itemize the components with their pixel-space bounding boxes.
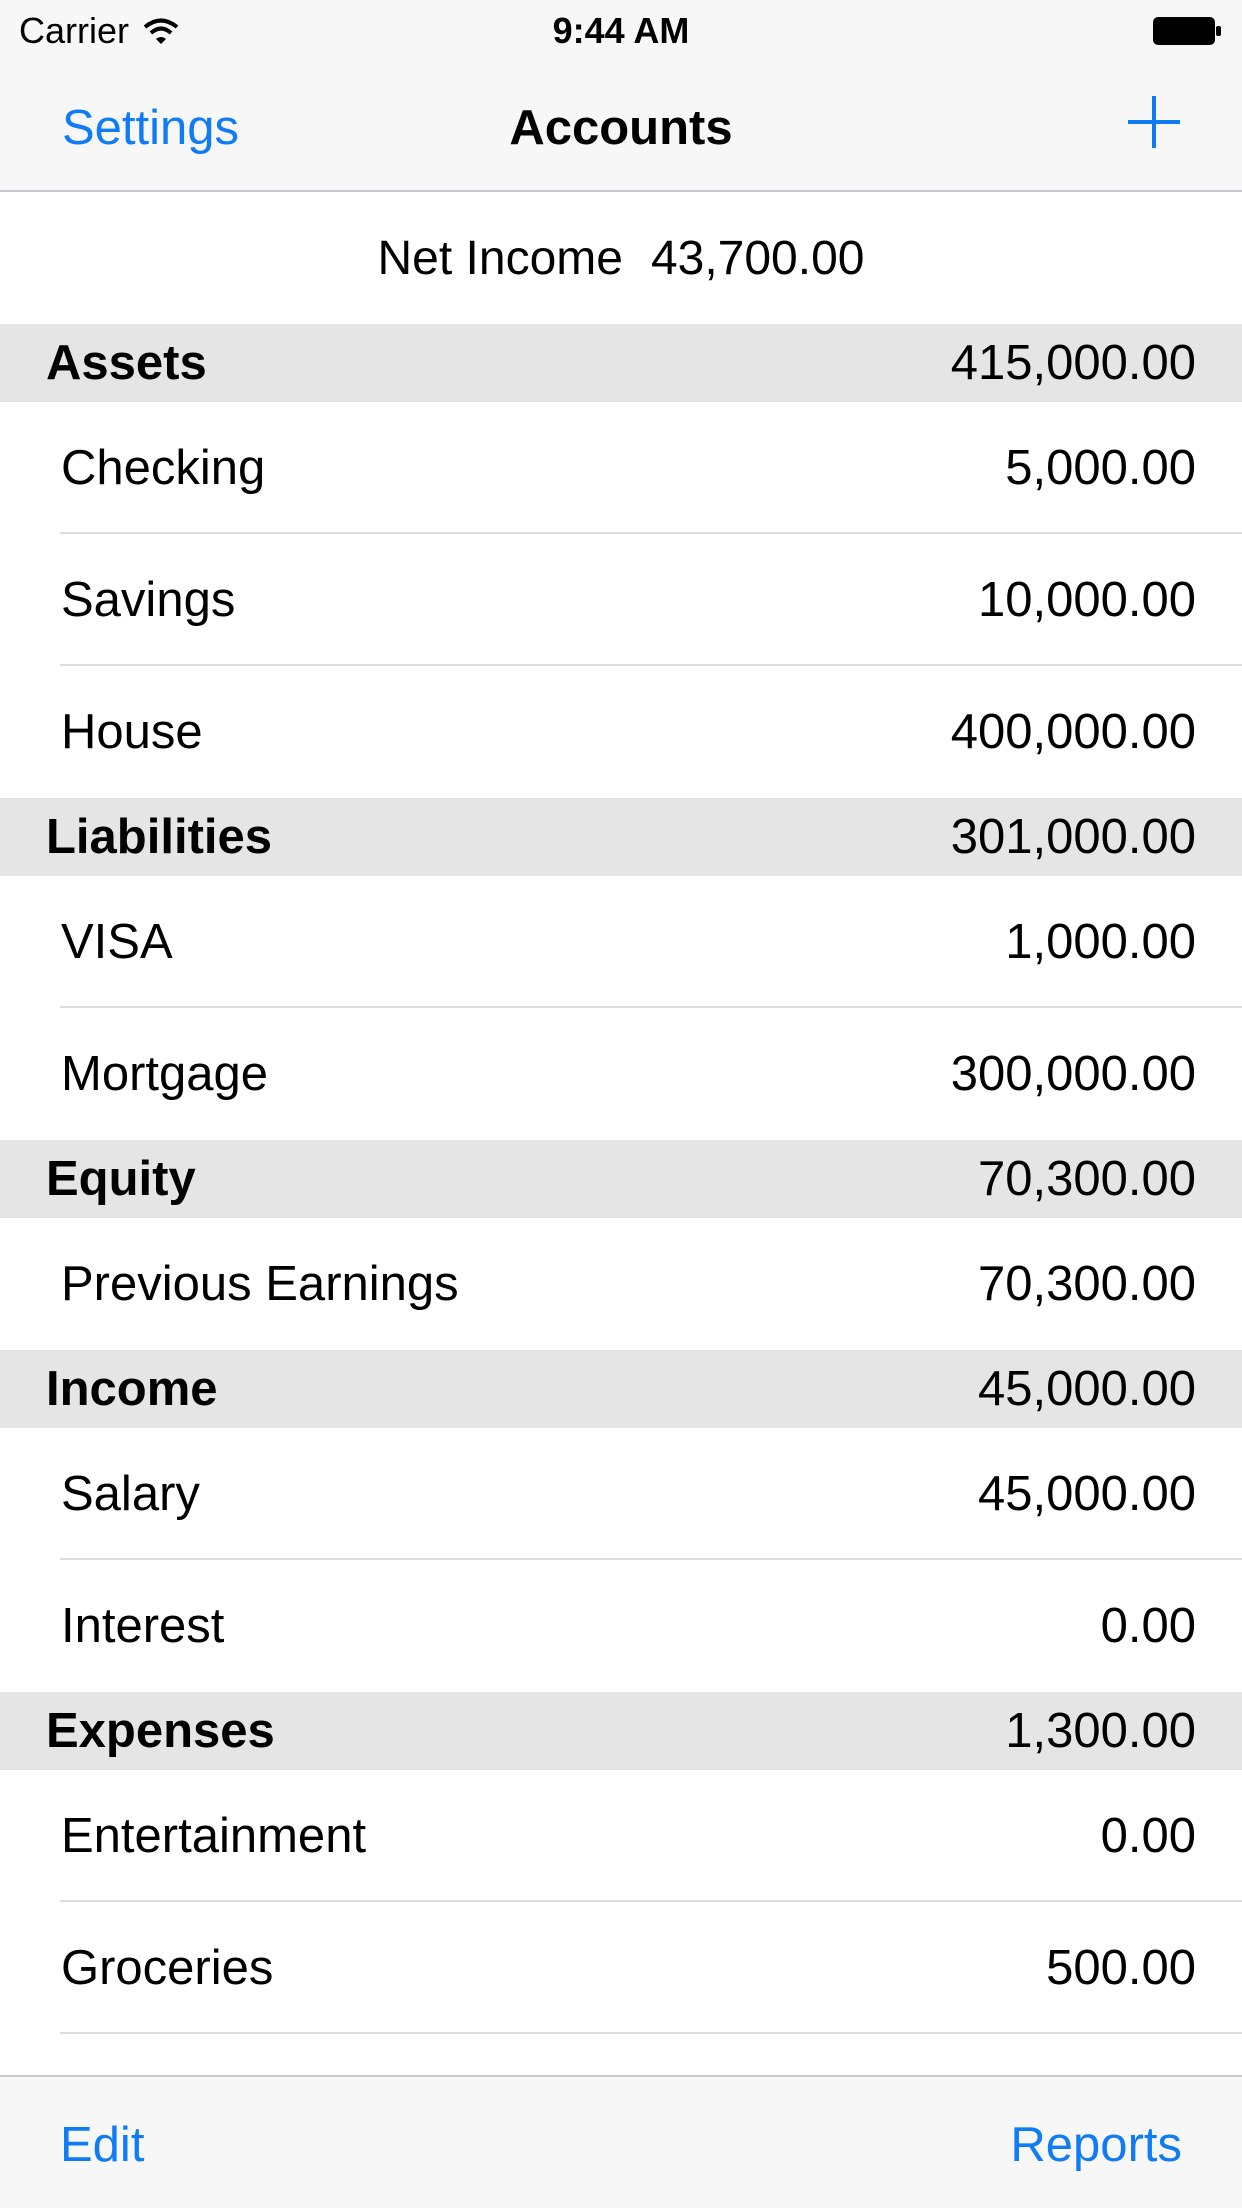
account-balance: 500.00 xyxy=(1046,1941,1196,1995)
account-name: Groceries xyxy=(61,1941,274,1995)
section-header-income xyxy=(0,1350,1242,1428)
account-balance: 70,300.00 xyxy=(978,1257,1196,1311)
account-row[interactable] xyxy=(0,1902,1242,2034)
account-row[interactable] xyxy=(0,1428,1242,1560)
account-row[interactable] xyxy=(0,1560,1242,1692)
account-row[interactable] xyxy=(0,1770,1242,1902)
section-total: 415,000.00 xyxy=(950,336,1196,390)
account-name: House xyxy=(61,705,203,759)
account-balance: 5,000.00 xyxy=(1005,441,1196,495)
account-row[interactable] xyxy=(0,534,1242,666)
reports-button[interactable]: Reports xyxy=(1010,2118,1182,2172)
section-name: Income xyxy=(46,1362,218,1416)
account-name: VISA xyxy=(61,915,173,969)
accounts-list[interactable] xyxy=(0,324,1242,2034)
account-name: Entertainment xyxy=(61,1809,367,1863)
section-header-liabilities xyxy=(0,798,1242,876)
section-total: 70,300.00 xyxy=(978,1152,1196,1206)
account-row[interactable] xyxy=(0,402,1242,534)
section-total: 45,000.00 xyxy=(978,1362,1196,1416)
status-time: 9:44 AM xyxy=(552,10,690,51)
account-balance: 45,000.00 xyxy=(978,1467,1196,1521)
plus-icon[interactable] xyxy=(1126,94,1182,150)
account-balance: 400,000.00 xyxy=(950,705,1196,759)
net-income-value: 43,700.00 xyxy=(650,231,865,285)
battery-icon xyxy=(1152,16,1222,46)
account-name: Savings xyxy=(61,573,236,627)
navigation-bar xyxy=(0,60,1242,192)
section-header-expenses xyxy=(0,1692,1242,1770)
account-balance: 0.00 xyxy=(1100,1599,1196,1653)
status-bar xyxy=(0,0,1242,60)
account-row[interactable] xyxy=(0,666,1242,798)
net-income-summary xyxy=(0,192,1242,324)
account-name: Interest xyxy=(61,1599,225,1653)
section-header-equity xyxy=(0,1140,1242,1218)
account-name: Mortgage xyxy=(61,1047,269,1101)
settings-button[interactable]: Settings xyxy=(62,101,240,155)
section-header-assets xyxy=(0,324,1242,402)
section-total: 301,000.00 xyxy=(950,810,1196,864)
section-total: 1,300.00 xyxy=(1005,1704,1196,1758)
account-balance: 300,000.00 xyxy=(950,1047,1196,1101)
carrier-label: Carrier xyxy=(19,10,130,51)
account-row[interactable] xyxy=(0,876,1242,1008)
net-income-label: Net Income xyxy=(377,231,623,285)
section-name: Assets xyxy=(46,336,207,390)
account-name: Checking xyxy=(61,441,266,495)
edit-button[interactable]: Edit xyxy=(60,2118,145,2172)
section-name: Expenses xyxy=(46,1704,275,1758)
section-name: Equity xyxy=(46,1152,196,1206)
account-balance: 1,000.00 xyxy=(1005,915,1196,969)
account-name: Salary xyxy=(61,1467,200,1521)
section-name: Liabilities xyxy=(46,810,273,864)
page-title: Accounts xyxy=(509,101,733,155)
account-balance: 10,000.00 xyxy=(978,573,1196,627)
bottom-toolbar xyxy=(0,2075,1242,2208)
account-row[interactable] xyxy=(0,1218,1242,1350)
account-balance: 0.00 xyxy=(1100,1809,1196,1863)
account-name: Previous Earnings xyxy=(61,1257,459,1311)
account-row[interactable] xyxy=(0,1008,1242,1140)
